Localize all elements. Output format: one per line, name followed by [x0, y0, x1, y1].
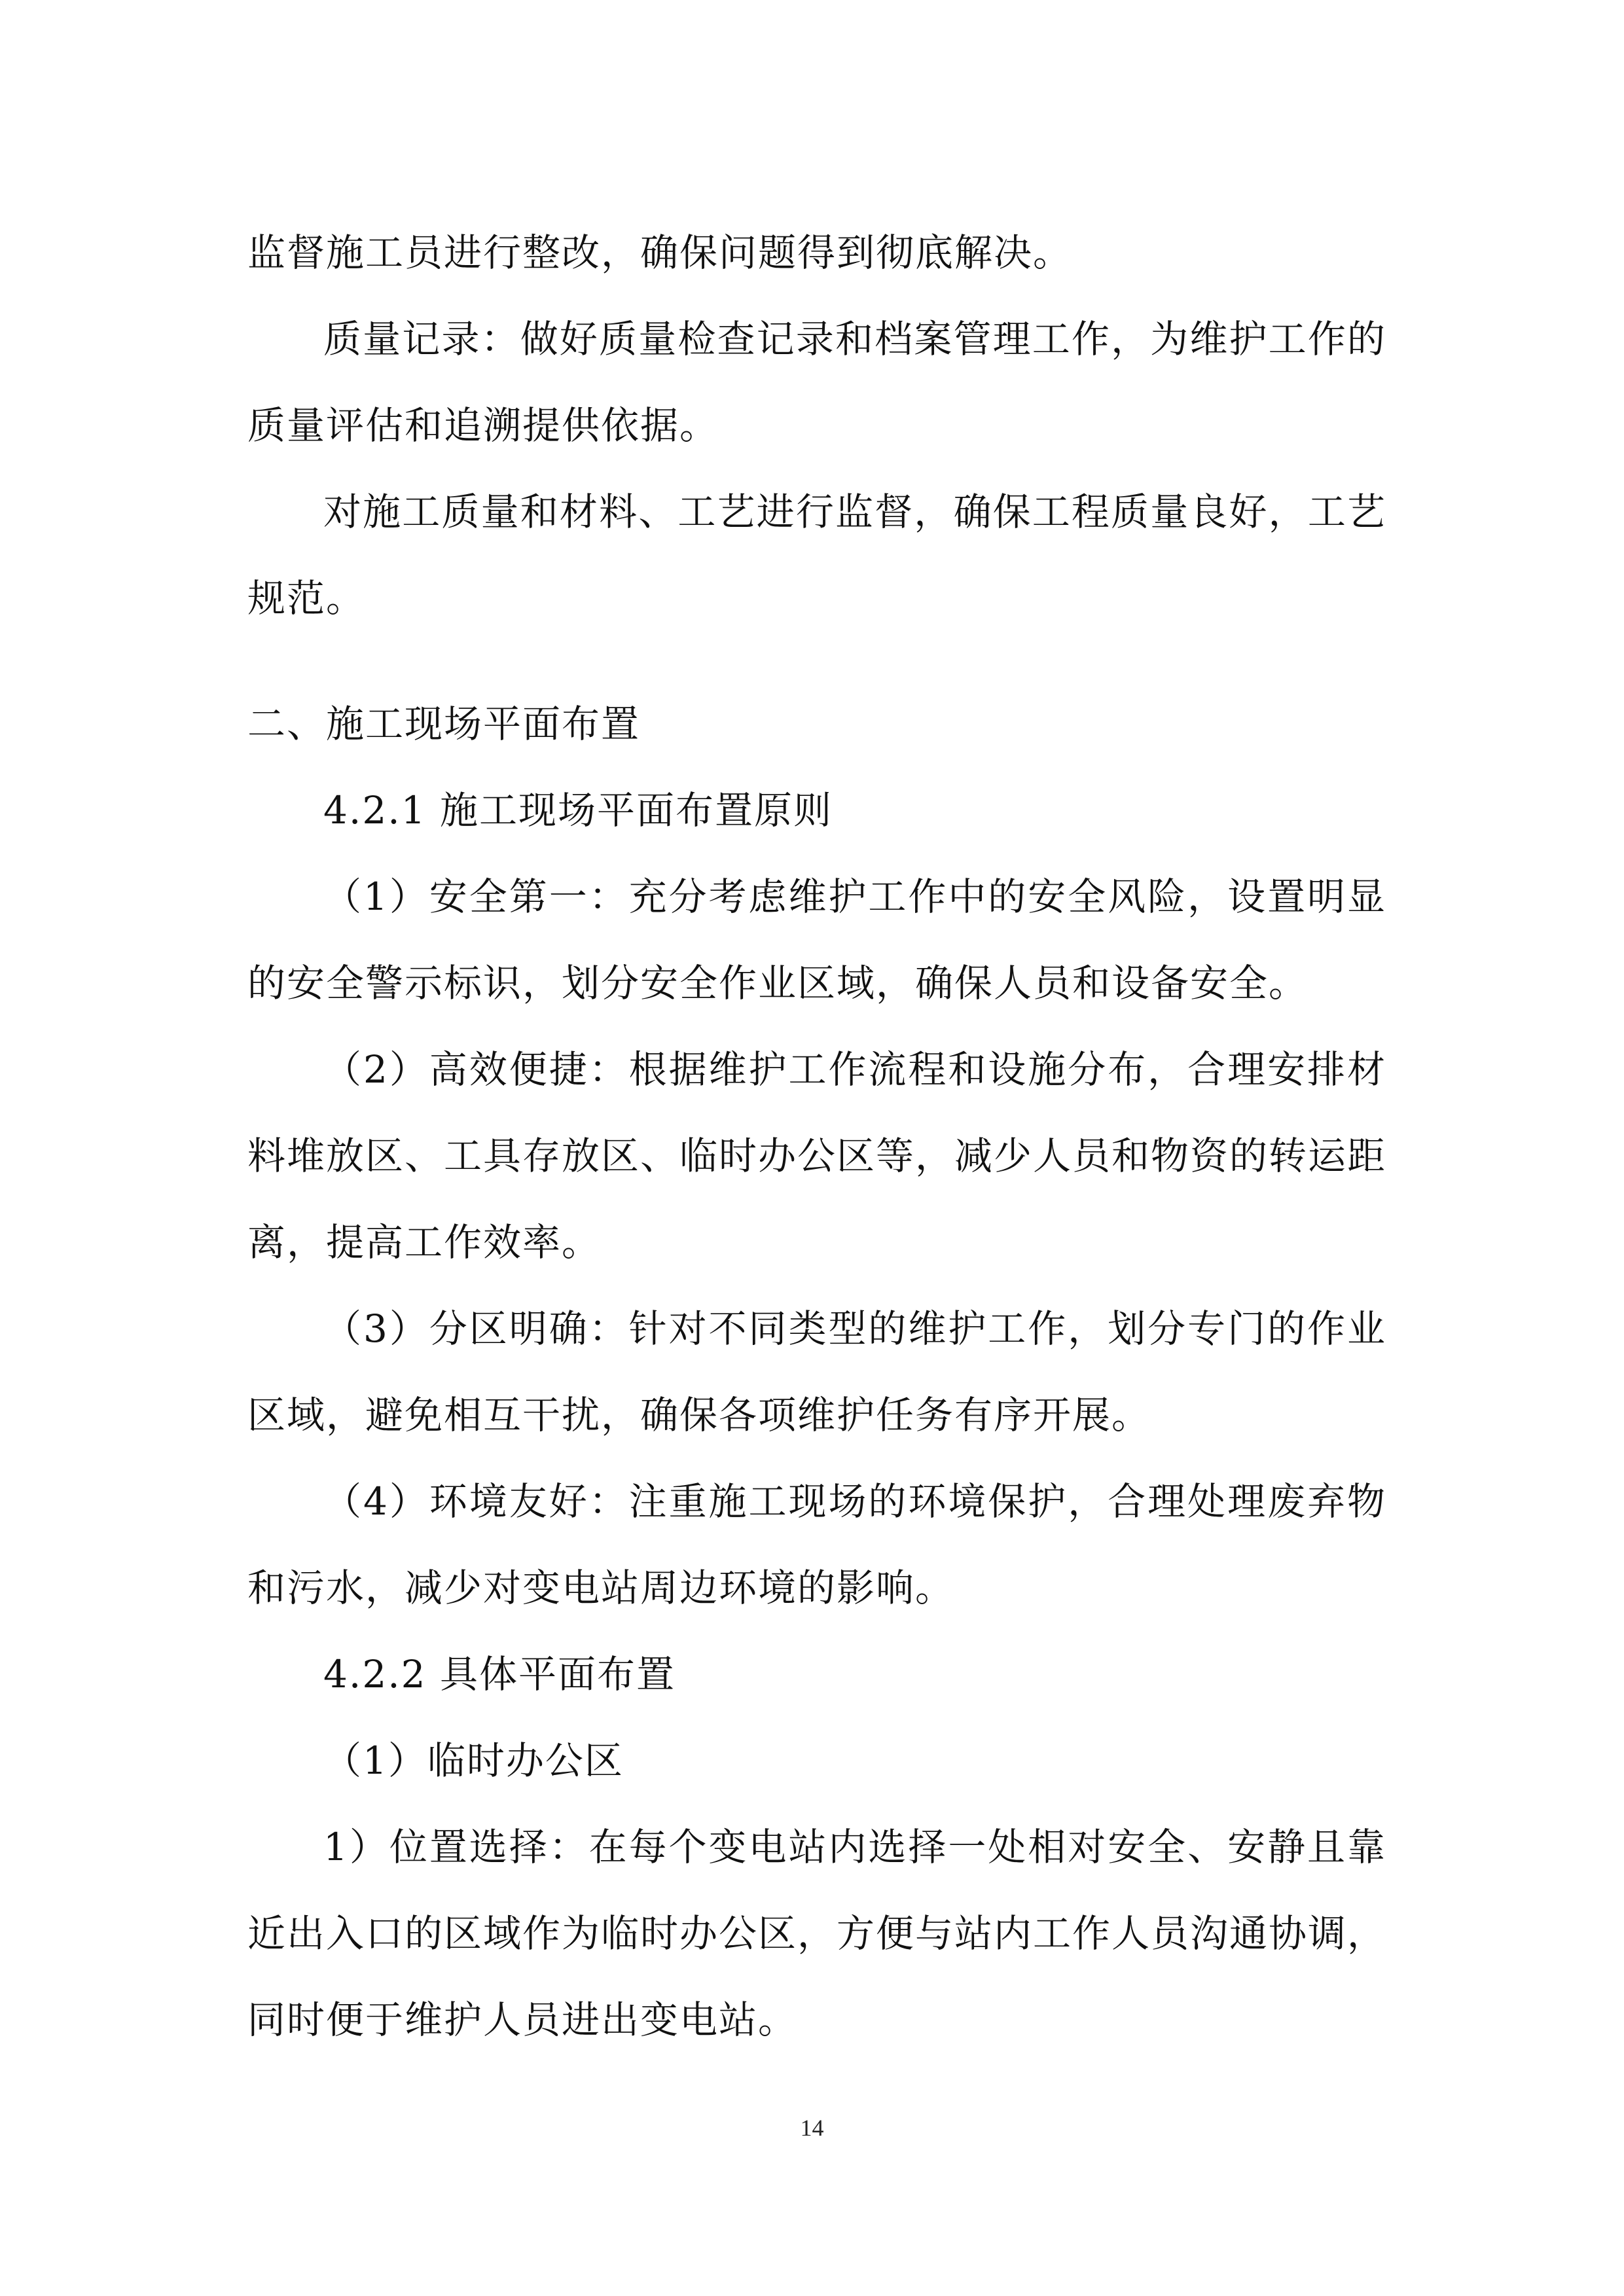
paragraph-principle-safety: （1）安全第一：充分考虑维护工作中的安全风险，设置明显的安全警示标识，划分安全作业区域，确保人员和设备安全。 [247, 874, 1386, 1005]
paragraph-supervision: 对施工质量和材料、工艺进行监督，确保工程质量良好，工艺规范。 [247, 490, 1386, 620]
paragraph-quality-records: 质量记录：做好质量检查记录和档案管理工作，为维护工作的质量评估和追溯提供依据。 [247, 317, 1386, 448]
document-body [247, 209, 1386, 2063]
paragraph-principle-zoning: （3）分区明确：针对不同类型的维护工作，划分专门的作业区域，避免相互干扰，确保各项维护任务有序开展。 [247, 1306, 1386, 1437]
paragraph-principle-efficiency: （2）高效便捷：根据维护工作流程和设施分布，合理安排材料堆放区、工具存放区、临时办公区等，减少人员和物资的转运距离，提高工作效率。 [247, 1047, 1387, 1265]
paragraph-rectification: 监督施工员进行整改，确保问题得到彻底解决。 [247, 230, 1073, 275]
subsection-heading-layout-principles: 4.2.1 施工现场平面布置原则 [323, 788, 833, 833]
section-heading-site-layout: 二、施工现场平面布置 [247, 702, 641, 746]
paragraph-location-selection: 1）位置选择：在每个变电站内选择一处相对安全、安静且靠近出入口的区域作为临时办公区，方便与站内工作人员沟通协调，同时便于维护人员进出变电站。 [247, 1825, 1387, 2042]
page-number: 14 [800, 2115, 824, 2141]
item-heading-temporary-office: （1）临时办公区 [323, 1738, 624, 1783]
paragraph-principle-environment: （4）环境友好：注重施工现场的环境保护，合理处理废弃物和污水，减少对变电站周边环境的影响。 [247, 1479, 1386, 1610]
subsection-heading-specific-layout: 4.2.2 具体平面布置 [323, 1652, 676, 1696]
